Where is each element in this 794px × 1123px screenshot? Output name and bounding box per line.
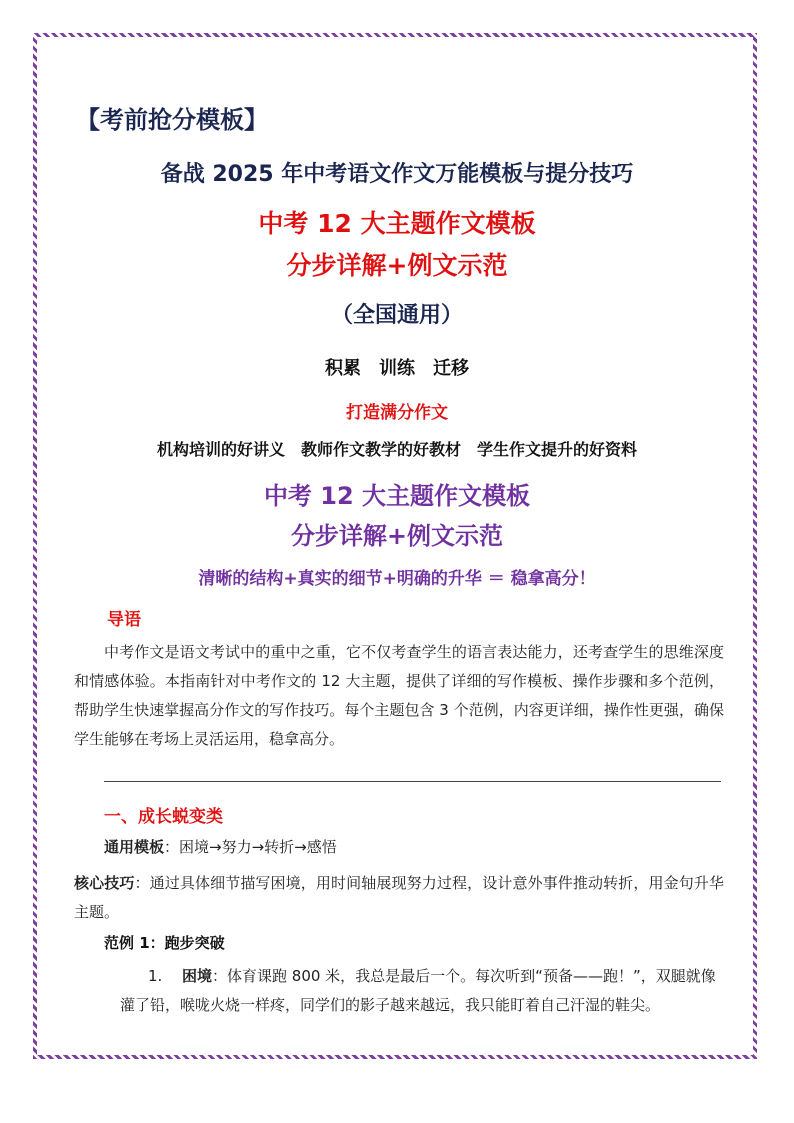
section-divider (104, 781, 721, 782)
template-line (104, 836, 337, 857)
core-technique (74, 869, 724, 927)
intro-text: 中考作文是语文考试中的重中之重，它不仅考查学生的语言表达能力，还考查学生的思维深度和情感体验。本指南针对中考作文的 12 大主题，提供了详细的写作模板、操作步骤和多个范例，帮助学生快速掌握高分作文的写作技巧。每个主题包含 3 个范例，内容更详细，操作性更强，确保学生能够在考场上灵活运用，稳拿高分。 (74, 643, 724, 748)
template-label: 通用模板 (104, 838, 165, 856)
scope-note: （全国通用） (330, 303, 463, 328)
exam-tag: 【考前抢分模板】 (76, 106, 268, 134)
item-label: 困境 (182, 967, 213, 985)
keywords: 积累 训练 迁移 (325, 358, 469, 379)
intro-paragraph (74, 638, 724, 754)
template-value: ：困境→努力→转折→感悟 (164, 838, 337, 856)
item-number: 1. (148, 967, 163, 985)
item-text: ：体育课跑 800 米，我总是最后一个。每次听到“预备——跑！”，双腿就像灌了铅，喉咙火烧一样疼，同学们的影子越来越远，我只能盯着自己汗湿的鞋尖。 (120, 967, 716, 1014)
title-purple-line-1: 中考 12 大主题作文模板 (263, 482, 531, 510)
slogan: 打造满分作文 (346, 403, 448, 423)
example-title: 范例 1：跑步突破 (104, 934, 225, 952)
example-item (120, 962, 725, 1020)
title-purple-line-2: 分步详解+例文示范 (290, 522, 504, 550)
core-value: ：通过具体细节描写困境，用时间轴展现努力过程，设计意外事件推动转折，用金句升华主题。 (74, 874, 724, 921)
main-title-red-line-2: 分步详解+例文示范 (286, 251, 508, 280)
document-subtitle: 备战 2025 年中考语文作文万能模板与提分技巧 (160, 162, 634, 187)
main-title-red-line-1: 中考 12 大主题作文模板 (258, 209, 536, 238)
score-formula: 清晰的结构+真实的细节+明确的升华 ＝ 稳拿高分！ (198, 569, 596, 589)
core-label: 核心技巧 (74, 874, 135, 892)
intro-heading: 导语 (107, 610, 141, 630)
section-heading: 一、成长蜕变类 (104, 807, 223, 827)
features-line: 机构培训的好讲义 教师作文教学的好教材 学生作文提升的好资料 (156, 440, 637, 459)
